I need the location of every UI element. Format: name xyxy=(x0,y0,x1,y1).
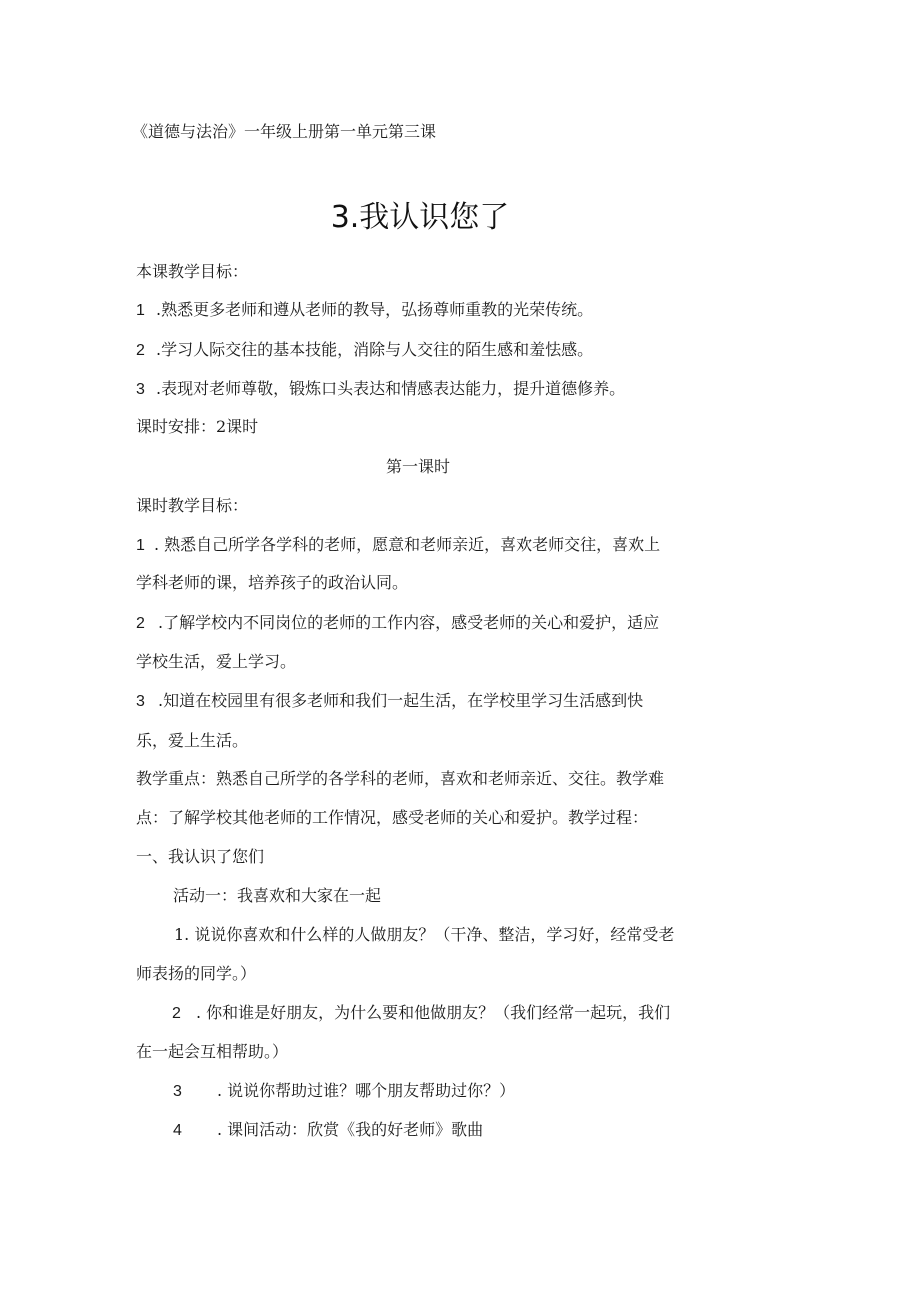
question-text: . 你和谁是好朋友，为什么要和他做朋友？（我们经常一起玩，我们 xyxy=(196,1003,671,1022)
period-goal-item xyxy=(136,535,660,556)
question-number: 2 xyxy=(172,1005,181,1022)
activity-heading: 活动一：我喜欢和大家在一起 xyxy=(173,886,382,905)
lesson-goal-text: .表现对老师尊敬，锻炼口头表达和情感表达能力，提升道德修养。 xyxy=(156,379,626,398)
page-title: 3.我认识您了 xyxy=(330,200,510,235)
class-schedule: 课时安排：2课时 xyxy=(136,417,259,436)
lesson-goal-item xyxy=(136,340,593,361)
lesson-goal-item xyxy=(136,379,625,400)
lesson-goal-number: 2 xyxy=(136,342,145,359)
period-goal-item xyxy=(136,613,659,634)
lesson-goal-number: 1 xyxy=(136,302,145,319)
period-goal-continuation: 学校生活，爱上学习。 xyxy=(136,652,297,671)
period-heading: 第一课时 xyxy=(385,457,450,476)
question-item xyxy=(173,1120,483,1141)
question-number: 4 xyxy=(173,1122,182,1139)
key-points: 教学重点：熟悉自己所学的各学科的老师，喜欢和老师亲近、交往。教学难 xyxy=(136,769,665,788)
period-goal-number: 1 xyxy=(136,537,145,554)
question-text: . 课间活动：欣赏《我的好老师》歌曲 xyxy=(217,1120,484,1139)
period-goal-number: 3 xyxy=(136,693,145,710)
question-continuation: 在一起会互相帮助。） xyxy=(136,1042,289,1061)
period-goal-text: .知道在校园里有很多老师和我们一起生活，在学校里学习生活感到快 xyxy=(158,691,644,710)
period-goal-text: . 熟悉自己所学各学科的老师，愿意和老师亲近，喜欢老师交往，喜欢上 xyxy=(154,535,661,554)
lesson-goals-heading: 本课教学目标： xyxy=(136,262,249,281)
question-continuation: 师表扬的同学。） xyxy=(136,964,257,983)
lesson-goal-number: 3 xyxy=(136,381,145,398)
question-item xyxy=(172,1003,670,1024)
question-number: 3 xyxy=(173,1083,182,1100)
period-goal-item xyxy=(136,691,643,712)
key-points-continuation: 点：了解学校其他老师的工作情况，感受老师的关心和爱护。教学过程： xyxy=(136,808,649,827)
question-item: 1. 说说你喜欢和什么样的人做朋友？（干净、整洁，学习好，经常受老 xyxy=(174,925,675,944)
period-goal-number: 2 xyxy=(136,615,145,632)
lesson-goal-text: .熟悉更多老师和遵从老师的教导，弘扬尊师重教的光荣传统。 xyxy=(156,300,594,319)
lesson-goal-text: .学习人际交往的基本技能，消除与人交往的陌生感和羞怯感。 xyxy=(156,340,594,359)
document-subtitle: 《道德与法治》一年级上册第一单元第三课 xyxy=(132,122,437,141)
lesson-goal-item xyxy=(136,300,593,321)
period-goal-text: .了解学校内不同岗位的老师的工作内容，感受老师的关心和爱护，适应 xyxy=(158,613,660,632)
section-heading: 一、我认识了您们 xyxy=(136,847,265,866)
period-goal-continuation: 乐，爱上生活。 xyxy=(136,731,249,750)
period-goals-heading: 课时教学目标： xyxy=(136,496,249,515)
question-text: . 说说你帮助过谁？哪个朋友帮助过你？） xyxy=(217,1081,516,1100)
question-item xyxy=(173,1081,515,1102)
period-goal-continuation: 学科老师的课，培养孩子的政治认同。 xyxy=(136,573,409,592)
